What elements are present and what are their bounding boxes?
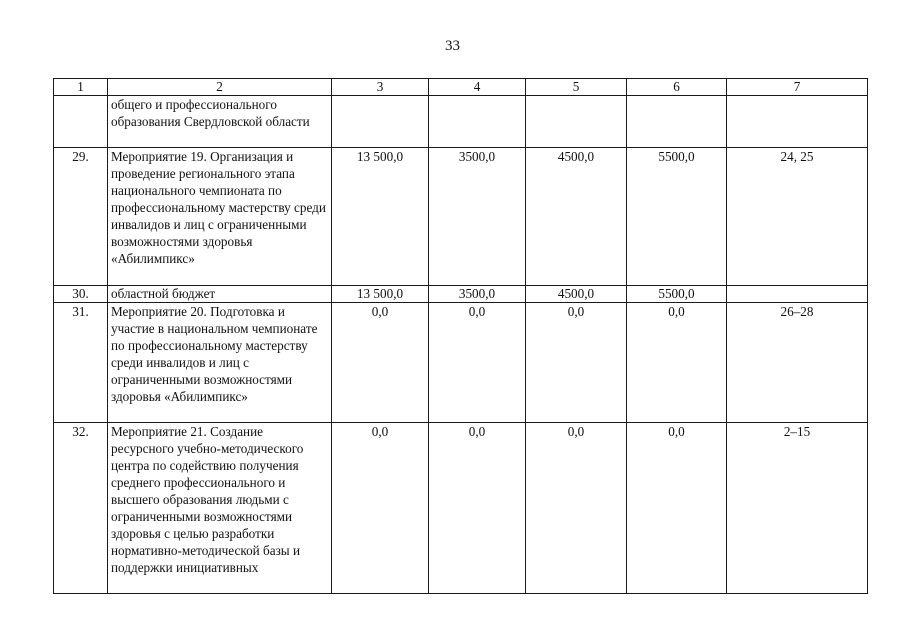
row-description-cell: общего и профессионального образования Свердловской области — [108, 96, 332, 148]
year-amount-cell: 0,0 — [627, 303, 727, 423]
total-amount-cell — [332, 96, 429, 148]
row-number-cell: 32. — [54, 423, 108, 594]
year-amount-cell: 5500,0 — [627, 286, 727, 303]
row-description-cell: Мероприятие 20. Подготовка и участие в национальном чемпионате по профессиональному мастерству среди инвалидов и лиц с ограниченными возможностями здоровья «Абилимпикс» — [108, 303, 332, 423]
table-row — [54, 423, 868, 594]
year-amount-cell: 3500,0 — [429, 148, 526, 286]
year-amount-cell: 0,0 — [627, 423, 727, 594]
program-table — [53, 78, 868, 594]
year-amount-cell: 5500,0 — [627, 148, 727, 286]
row-description-cell: Мероприятие 19. Организация и проведение регионального этапа национального чемпионата по профессиональному мастерству среди инвалидов и лиц с ограниченными возможностями здоровья «Абилимпикс» — [108, 148, 332, 286]
total-amount-cell: 13 500,0 — [332, 148, 429, 286]
year-amount-cell: 4500,0 — [526, 286, 627, 303]
table-row — [54, 148, 868, 286]
row-number-cell: 30. — [54, 286, 108, 303]
column-header-2: 2 — [108, 79, 332, 96]
year-amount-cell: 0,0 — [526, 303, 627, 423]
year-amount-cell: 0,0 — [526, 423, 627, 594]
page-number: 33 — [445, 38, 460, 54]
year-amount-cell: 0,0 — [429, 303, 526, 423]
table-row-continuation — [54, 96, 868, 148]
column-header-6: 6 — [627, 79, 727, 96]
column-header-5: 5 — [526, 79, 627, 96]
row-number-cell — [54, 96, 108, 148]
column-number-header-row — [54, 79, 868, 96]
target-reference-cell — [727, 286, 868, 303]
target-reference-cell — [727, 96, 868, 148]
total-amount-cell: 13 500,0 — [332, 286, 429, 303]
year-amount-cell: 3500,0 — [429, 286, 526, 303]
row-description-cell: Мероприятие 21. Создание ресурсного учебно-методического центра по содействию получения среднего профессионального и высшего образования людьми с ограниченными возможностями здоровья с целью разработки нормативно-методической базы и поддержки инициативных — [108, 423, 332, 594]
row-number-cell: 29. — [54, 148, 108, 286]
row-number-cell: 31. — [54, 303, 108, 423]
table-row — [54, 286, 868, 303]
column-header-4: 4 — [429, 79, 526, 96]
year-amount-cell — [429, 96, 526, 148]
year-amount-cell — [526, 96, 627, 148]
year-amount-cell: 0,0 — [429, 423, 526, 594]
total-amount-cell: 0,0 — [332, 423, 429, 594]
column-header-7: 7 — [727, 79, 868, 96]
target-reference-cell: 26–28 — [727, 303, 868, 423]
table-row — [54, 303, 868, 423]
column-header-3: 3 — [332, 79, 429, 96]
total-amount-cell: 0,0 — [332, 303, 429, 423]
column-header-1: 1 — [54, 79, 108, 96]
year-amount-cell — [627, 96, 727, 148]
target-reference-cell: 2–15 — [727, 423, 868, 594]
target-reference-cell: 24, 25 — [727, 148, 868, 286]
year-amount-cell: 4500,0 — [526, 148, 627, 286]
row-description-cell: областной бюджет — [108, 286, 332, 303]
